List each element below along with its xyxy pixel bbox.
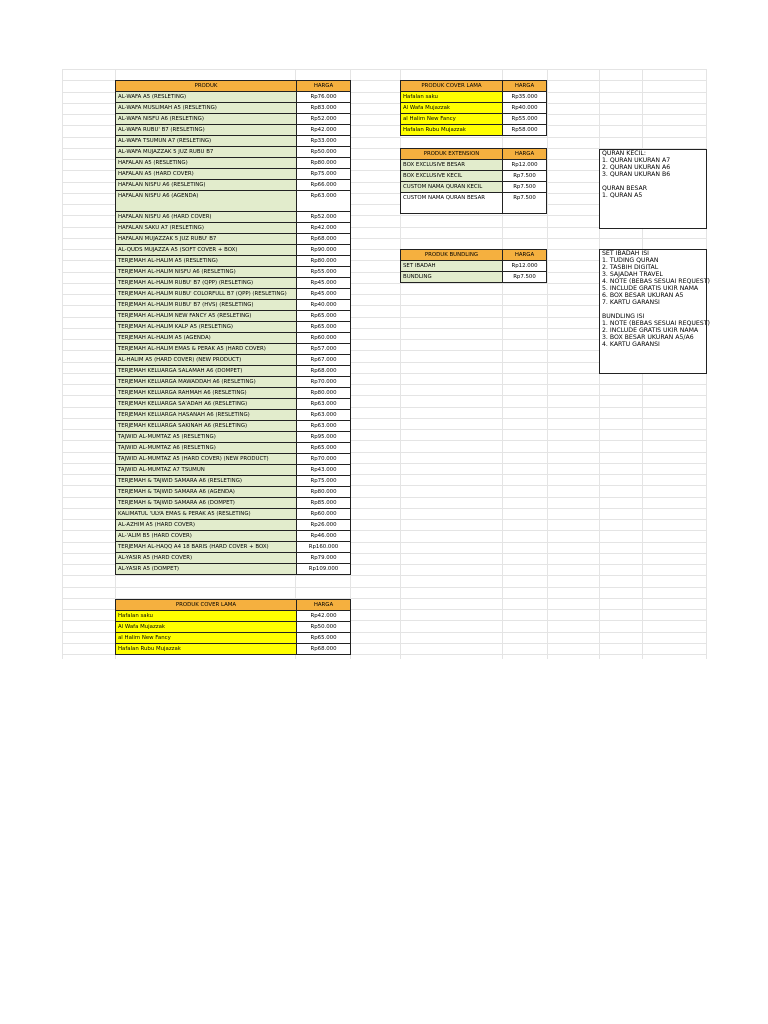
note-line: 1. TUDING QURAN	[602, 257, 659, 264]
column-header-product: PRODUK COVER LAMA	[400, 80, 503, 92]
note-line: 4. KARTU GARANSI	[602, 341, 660, 348]
price-cell[interactable]: Rp85.000	[296, 497, 351, 509]
quran-size-note	[599, 149, 707, 229]
product-name-cell[interactable]: TERJEMAH KELUARGA SALAMAH A6 (DOMPET)	[115, 365, 297, 377]
price-cell[interactable]: Rp75.000	[296, 168, 351, 180]
column-header-product: PRODUK EXTENSION	[400, 148, 503, 160]
price-cell[interactable]: Rp7.500	[502, 192, 547, 214]
price-cell[interactable]: Rp40.000	[502, 102, 547, 114]
product-name-cell[interactable]: BOX EXCLUSIVE KECIL	[400, 170, 503, 182]
product-name-cell[interactable]: Hafalan saku	[115, 610, 297, 622]
price-cell[interactable]: Rp60.000	[296, 508, 351, 520]
column-header-price: HARGA	[296, 599, 351, 611]
product-name-cell[interactable]: HAFALAN SAKU A7 (RESLETING)	[115, 222, 297, 234]
price-cell[interactable]: Rp42.000	[296, 124, 351, 136]
note-line: 1. QURAN A5	[602, 192, 643, 199]
product-name-cell[interactable]: AL-AZHIM A5 (HARD COVER)	[115, 519, 297, 531]
product-name-cell[interactable]: TERJEMAH & TAJWID SAMARA A6 (AGENDA)	[115, 486, 297, 498]
note-line: 1. NOTE (BEBAS SESUAI REQUEST)	[602, 320, 710, 327]
price-cell[interactable]: Rp26.000	[296, 519, 351, 531]
price-cell[interactable]: Rp55.000	[296, 266, 351, 278]
product-name-cell[interactable]: TERJEMAH KELUARGA HASANAH A6 (RESLETING)	[115, 409, 297, 421]
gridline-vertical	[62, 69, 63, 659]
product-name-cell[interactable]: AL-QUDS MUJAZZA A5 (SOFT COVER + BOX)	[115, 244, 297, 256]
price-cell[interactable]: Rp7.500	[502, 181, 547, 193]
product-name-cell[interactable]: Al Wafa Mujazzak	[400, 102, 503, 114]
product-name-cell[interactable]: TERJEMAH AL-HALIM EMAS & PERAK A5 (HARD COVER)	[115, 343, 297, 355]
note-line: 1. QURAN UKURAN A7	[602, 157, 671, 164]
product-name-cell[interactable]: KALIMATUL 'ULYA EMAS & PERAK A5 (RESLETING)	[115, 508, 297, 520]
price-cell[interactable]: Rp58.000	[502, 124, 547, 136]
product-name-cell[interactable]: HAFALAN A5 (RESLETING)	[115, 157, 297, 169]
price-cell[interactable]: Rp52.000	[296, 211, 351, 223]
product-name-cell[interactable]: BUNDLING	[400, 271, 503, 283]
price-cell[interactable]: Rp95.000	[296, 431, 351, 443]
price-cell[interactable]: Rp160.000	[296, 541, 351, 553]
product-name-cell[interactable]: TERJEMAH & TAJWID SAMARA A6 (DOMPET)	[115, 497, 297, 509]
product-name-cell[interactable]: TERJEMAH AL-HALIM RUBU' B7 (HVS) (RESLETING)	[115, 299, 297, 311]
column-header-product: PRODUK BUNDLING	[400, 249, 503, 261]
price-cell[interactable]: Rp43.000	[296, 464, 351, 476]
product-name-cell[interactable]: HAFALAN NISFU A6 (RESLETING)	[115, 179, 297, 191]
column-header-price: HARGA	[502, 80, 547, 92]
product-name-cell[interactable]: TERJEMAH AL-HALIM NISFU A6 (RESLETING)	[115, 266, 297, 278]
product-name-cell[interactable]: TERJEMAH KELUARGA RAHMAH A6 (RESLETING)	[115, 387, 297, 399]
price-cell[interactable]: Rp65.000	[296, 632, 351, 644]
price-cell[interactable]: Rp109.000	[296, 563, 351, 575]
price-cell[interactable]: Rp7.500	[502, 271, 547, 283]
product-name-cell[interactable]: AL-'ALIM B5 (HARD COVER)	[115, 530, 297, 542]
column-header-price: HARGA	[296, 80, 351, 92]
price-cell[interactable]: Rp65.000	[296, 442, 351, 454]
price-cell[interactable]: Rp35.000	[502, 91, 547, 103]
product-name-cell[interactable]: Hafalan saku	[400, 91, 503, 103]
price-cell[interactable]: Rp83.000	[296, 102, 351, 114]
bundling-contents-note	[599, 249, 710, 374]
note-line: 4. NOTE (BEBAS SESUAI REQUEST)	[602, 278, 710, 285]
product-name-cell[interactable]: TERJEMAH KELUARGA SA'ADAH A6 (RESLETING)	[115, 398, 297, 410]
product-name-cell[interactable]: HAFALAN NISFU A6 (HARD COVER)	[115, 211, 297, 223]
product-name-cell[interactable]: Hafalan Rubu Mujazzak	[115, 643, 297, 655]
product-name-cell[interactable]: TERJEMAH KELUARGA SAKINAH A6 (RESLETING)	[115, 420, 297, 432]
product-name-cell[interactable]: SET IBADAH	[400, 260, 503, 272]
product-name-cell[interactable]: TAJWID AL-MUMTAZ A7 TSUMUN	[115, 464, 297, 476]
product-name-cell[interactable]: TERJEMAH AL-HALIM A5 (AGENDA)	[115, 332, 297, 344]
product-name-cell[interactable]: AL-WAFA A5 (RESLETING)	[115, 91, 297, 103]
product-name-cell[interactable]: AL-WAFA NISFU A6 (RESLETING)	[115, 113, 297, 125]
gridline-horizontal	[62, 575, 706, 576]
note-line: 3. SAJADAH TRAVEL	[602, 271, 663, 278]
product-name-cell[interactable]: AL-YASIR A5 (HARD COVER)	[115, 552, 297, 564]
column-header-product: PRODUK	[115, 80, 297, 92]
product-name-cell[interactable]: TERJEMAH AL-HALIM KALP A5 (RESLETING)	[115, 321, 297, 333]
product-name-cell[interactable]: AL-WAFA RUBU' B7 (RESLETING)	[115, 124, 297, 136]
product-name-cell[interactable]: Al Wafa Mujazzak	[115, 621, 297, 633]
price-cell[interactable]: Rp68.000	[296, 233, 351, 245]
product-name-cell[interactable]: TAJWID AL-MUMTAZ A5 (HARD COVER) (NEW PRODUCT)	[115, 453, 297, 465]
price-cell[interactable]: Rp75.000	[296, 475, 351, 487]
price-cell[interactable]: Rp68.000	[296, 365, 351, 377]
price-cell[interactable]: Rp45.000	[296, 288, 351, 300]
note-line: 5. INCLUDE GRATIS UKIR NAMA	[602, 285, 699, 292]
spreadsheet	[62, 69, 710, 659]
price-cell[interactable]: Rp33.000	[296, 135, 351, 147]
product-name-cell[interactable]: AL-WAFA MUSLIMAH A5 (RESLETING)	[115, 102, 297, 114]
product-name-cell[interactable]: CUSTOM NAMA QURAN KECIL	[400, 181, 503, 193]
product-name-cell[interactable]: AL-WAFA TSUMUN A7 (RESLETING)	[115, 135, 297, 147]
note-line: 7. KARTU GARANSI	[602, 299, 660, 306]
product-name-cell[interactable]: TERJEMAH AL-HALIM RUBU' B7 (QPP) (RESLETING)	[115, 277, 297, 289]
product-name-cell[interactable]: AL-YASIR A5 (DOMPET)	[115, 563, 297, 575]
price-cell[interactable]: Rp67.000	[296, 354, 351, 366]
product-name-cell[interactable]: al Halim New Fancy	[400, 113, 503, 125]
product-name-cell[interactable]: HAFALAN NISFU A6 (AGENDA)	[115, 190, 297, 212]
column-header-product: PRODUK COVER LAMA	[115, 599, 297, 611]
price-cell[interactable]: Rp80.000	[296, 486, 351, 498]
product-name-cell[interactable]: HAFALAN A5 (HARD COVER)	[115, 168, 297, 180]
product-name-cell[interactable]: TERJEMAH & TAJWID SAMARA A6 (RESLETING)	[115, 475, 297, 487]
column-header-price: HARGA	[502, 249, 547, 261]
price-cell[interactable]: Rp70.000	[296, 376, 351, 388]
price-cell[interactable]: Rp40.000	[296, 299, 351, 311]
product-name-cell[interactable]: TAJWID AL-MUMTAZ A6 (RESLETING)	[115, 442, 297, 454]
note-line: 2. INCLUDE GRATIS UKIR NAMA	[602, 327, 699, 334]
price-cell[interactable]: Rp63.000	[296, 409, 351, 421]
product-name-cell[interactable]: HAFALAN MUJAZZAK 5 JUZ RUBU' B7	[115, 233, 297, 245]
price-cell[interactable]: Rp50.000	[296, 621, 351, 633]
column-header-price: HARGA	[502, 148, 547, 160]
price-cell[interactable]: Rp68.000	[296, 643, 351, 655]
product-name-cell[interactable]: TERJEMAH KELUARGA MAWADDAH A6 (RESLETING)	[115, 376, 297, 388]
price-cell[interactable]: Rp55.000	[502, 113, 547, 125]
note-line	[600, 178, 706, 185]
product-name-cell[interactable]: AL-WAFA MUJAZZAK 5 JUZ RUBU B7	[115, 146, 297, 158]
product-name-cell[interactable]: TERJEMAH AL-HALIM RUBU' COLORFULL B7 (QPP) (RESLETING)	[115, 288, 297, 300]
price-cell[interactable]: Rp66.000	[296, 179, 351, 191]
price-cell[interactable]: Rp60.000	[296, 332, 351, 344]
note-line: 6. BOX BESAR UKURAN A5	[602, 292, 684, 299]
price-cell[interactable]: Rp57.000	[296, 343, 351, 355]
price-cell[interactable]: Rp70.000	[296, 453, 351, 465]
note-line: BUNDLING ISI	[602, 313, 645, 320]
price-cell[interactable]: Rp52.000	[296, 113, 351, 125]
product-name-cell[interactable]: Hafalan Rubu Mujazzak	[400, 124, 503, 136]
gridline-horizontal	[62, 587, 706, 588]
price-cell[interactable]: Rp79.000	[296, 552, 351, 564]
price-cell[interactable]: Rp80.000	[296, 157, 351, 169]
price-cell[interactable]: Rp7.500	[502, 170, 547, 182]
gridline-horizontal	[62, 69, 706, 70]
price-cell[interactable]: Rp80.000	[296, 255, 351, 267]
product-name-cell[interactable]: TERJEMAH AL-HALIM NEW FANCY A5 (RESLETING)	[115, 310, 297, 322]
product-name-cell[interactable]: AL-HALIM A5 (HARD COVER) (NEW PRODUCT)	[115, 354, 297, 366]
product-name-cell[interactable]: al Halim New Fancy	[115, 632, 297, 644]
price-cell[interactable]: Rp50.000	[296, 146, 351, 158]
price-cell[interactable]: Rp45.000	[296, 277, 351, 289]
note-line: SET IBADAH ISI	[602, 250, 649, 257]
price-cell[interactable]: Rp63.000	[296, 190, 351, 212]
product-name-cell[interactable]: CUSTOM NAMA QURAN BESAR	[400, 192, 503, 214]
price-cell[interactable]: Rp12.000	[502, 159, 547, 171]
gridline-vertical	[547, 69, 548, 659]
product-name-cell[interactable]: TERJEMAH AL-HAQQ A4 18 BARIS (HARD COVER + BOX)	[115, 541, 297, 553]
price-cell[interactable]: Rp65.000	[296, 321, 351, 333]
note-line: QURAN KECIL:	[602, 150, 646, 157]
price-cell[interactable]: Rp76.000	[296, 91, 351, 103]
price-cell[interactable]: Rp63.000	[296, 398, 351, 410]
product-name-cell[interactable]: BOX EXCLUSIVE BESAR	[400, 159, 503, 171]
price-cell[interactable]: Rp46.000	[296, 530, 351, 542]
note-line: 3. QURAN UKURAN B6	[602, 171, 671, 178]
price-cell[interactable]: Rp63.000	[296, 420, 351, 432]
note-line: 2. TASBIH DIGITAL	[602, 264, 659, 271]
price-cell[interactable]: Rp65.000	[296, 310, 351, 322]
note-line: QURAN BESAR	[602, 185, 648, 192]
product-name-cell[interactable]: TAJWID AL-MUMTAZ A5 (RESLETING)	[115, 431, 297, 443]
price-cell[interactable]: Rp42.000	[296, 610, 351, 622]
note-line	[600, 306, 706, 313]
price-cell[interactable]: Rp42.000	[296, 222, 351, 234]
price-cell[interactable]: Rp80.000	[296, 387, 351, 399]
price-cell[interactable]: Rp90.000	[296, 244, 351, 256]
note-line: 2. QURAN UKURAN A6	[602, 164, 671, 171]
price-cell[interactable]: Rp12.000	[502, 260, 547, 272]
product-name-cell[interactable]: TERJEMAH AL-HALIM A5 (RESLETING)	[115, 255, 297, 267]
note-line: 3. BOX BESAR UKURAN A5/A6	[602, 334, 694, 341]
